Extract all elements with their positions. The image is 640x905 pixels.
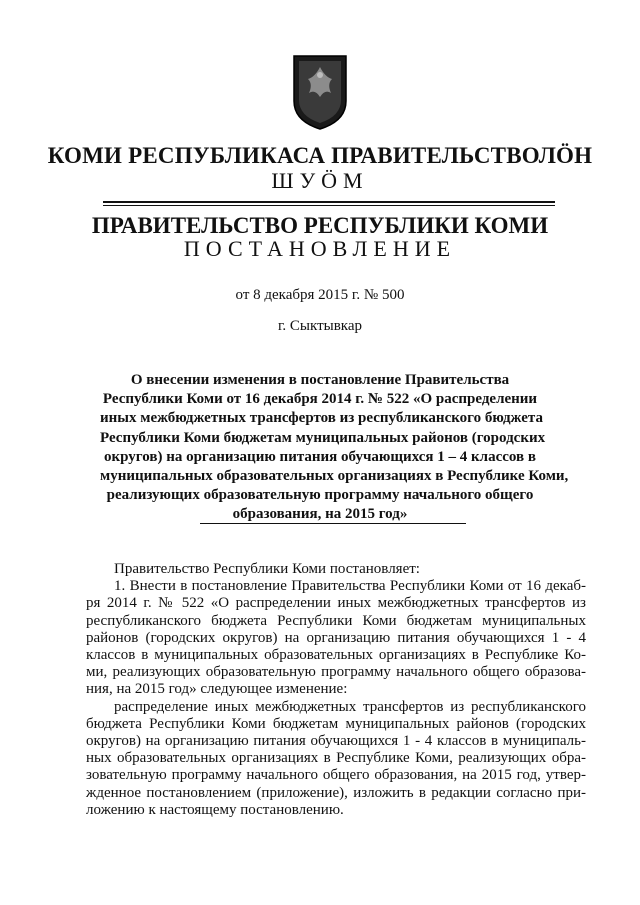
body-line: жденное постановлением (приложение), изложить в редакции согласно при- <box>86 784 586 801</box>
body-line: республиканского бюджета Республики Коми бюджетам муниципальных <box>86 612 586 629</box>
title-line: округов) на организацию питания обучающихся 1 – 4 классов в <box>104 448 536 465</box>
title-line: Республики Коми бюджетам муниципальных районов (городских <box>100 429 546 446</box>
document-date: от 8 декабря 2015 г. № 500 <box>235 287 405 303</box>
title-line: реализующих образовательную программу начального общего <box>106 487 534 504</box>
body-line: районов (городских округов) на организацию питания обучающихся 1 - 4 <box>86 629 586 646</box>
title-line: О внесении изменения в постановление Правительства <box>130 372 510 388</box>
coat-of-arms-icon <box>291 53 349 131</box>
body-line: ложению к настоящему постановлению. <box>86 801 344 818</box>
body-line: 1. Внести в постановление Правительства Республики Коми от 16 декаб- <box>114 578 586 595</box>
body-line: ния, на 2015 год» следующее изменение: <box>86 681 348 698</box>
document-title <box>100 371 569 525</box>
russian-header-line1: ПРАВИТЕЛЬСТВО РЕСПУБЛИКИ КОМИ <box>91 213 549 238</box>
body-line: ных образовательных организациях в Республике Коми, реализующих обра- <box>86 750 586 767</box>
title-underline <box>200 523 466 524</box>
body-line: зовательную программу начального общего образования, на 2015 год, утвер- <box>86 767 586 784</box>
komi-header-line1: КОМИ РЕСПУБЛИКАСА ПРАВИТЕЛЬСТВОЛÖН <box>47 143 593 168</box>
header-divider-thick <box>103 201 555 203</box>
body-line: округов) на организацию питания обучающихся 1 - 4 классов в муниципаль- <box>86 733 586 750</box>
document-city: г. Сыктывкар <box>277 318 363 334</box>
title-line: иных межбюджетных трансфертов из республиканского бюджета <box>100 410 543 427</box>
body-line: классов в муниципальных образовательных организациях в Республике Ко- <box>86 647 586 664</box>
document-body <box>86 561 586 819</box>
body-line: ря 2014 г. № 522 «О распределении иных межбюджетных трансфертов из <box>86 595 586 612</box>
title-line: Республики Коми от 16 декабря 2014 г. № 522 «О распределении <box>102 391 538 408</box>
header-divider-thin <box>103 205 555 206</box>
body-line: Правительство Республики Коми постановляет: <box>114 561 420 577</box>
title-line: образования, на 2015 год» <box>232 506 408 523</box>
komi-header-line2: ШУÖМ <box>271 168 369 193</box>
russian-header-line2: ПОСТАНОВЛЕНИЕ <box>183 236 457 261</box>
body-line: бюджета Республики Коми бюджетам муниципальных районов (городских <box>86 715 586 732</box>
title-line: муниципальных образовательных организациях в Республике Коми, <box>100 468 569 485</box>
body-line: ми, реализующих образовательную программу начального общего образова- <box>86 664 586 681</box>
body-line: распределение иных межбюджетных трансфертов из республиканского <box>114 698 586 715</box>
